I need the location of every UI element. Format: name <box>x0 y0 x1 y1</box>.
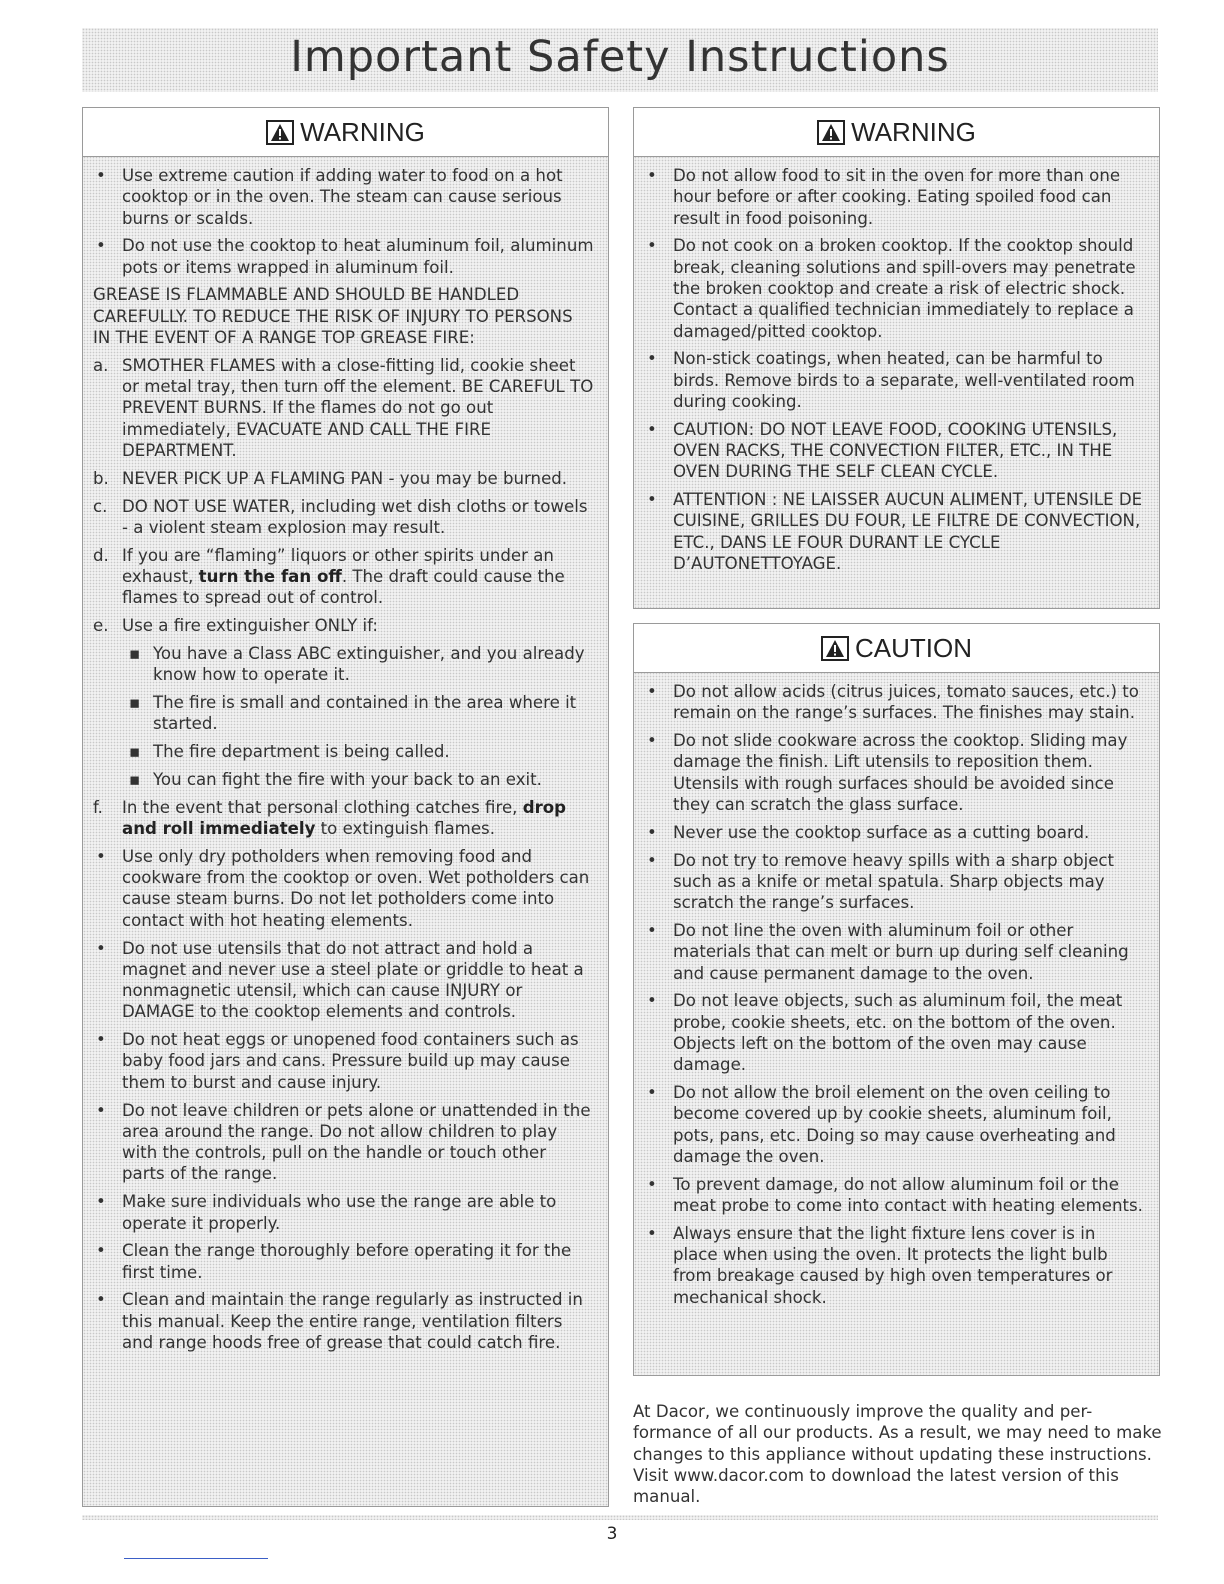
item-text: Do not cook on a broken cooktop. If the cooktop should break, cleaning solutions and spill-overs may penetrate the broken cooktop and create a risk of electric shock. Contact a qualified technician immediately to replace a damaged/pitted cooktop. <box>673 236 1136 341</box>
item-text: Use a fire extinguisher ONLY if: <box>122 616 378 636</box>
extinguisher-condition-item <box>93 643 594 686</box>
left-warning-heading: WARNING <box>300 116 425 147</box>
step-letter: f. <box>93 797 103 817</box>
warning-bullet-item <box>93 1191 594 1234</box>
step-letter: e. <box>93 616 109 636</box>
fire-step-item <box>93 496 594 539</box>
caution-bullet-item <box>644 920 1145 984</box>
bullet-marker: • <box>647 850 657 870</box>
fire-step-item <box>93 545 594 609</box>
square-bullet-marker: ▪ <box>129 742 141 762</box>
item-text: Do not use the cooktop to heat aluminum foil, aluminum pots or items wrapped in aluminum foil. <box>122 236 594 277</box>
fire-step-item <box>93 615 594 636</box>
item-text: NEVER PICK UP A FLAMING PAN - you may be burned. <box>122 468 568 488</box>
item-text: Use only dry potholders when removing food and cookware from the cooktop or oven. Wet potholders can cause steam burns. Do not let potholders come into contact with hot heating elements. <box>122 846 590 930</box>
warning-bullet-item <box>93 1029 594 1093</box>
footer-divider <box>82 1515 1158 1520</box>
warning-bullet-item <box>644 348 1145 412</box>
item-text: To prevent damage, do not allow aluminum foil or the meat probe to come into contact with heating elements. <box>673 1174 1143 1216</box>
item-text: Clean and maintain the range regularly as instructed in this manual. Keep the entire range, ventilation filters and range hoods free of grease that could catch fire. <box>122 1290 583 1353</box>
item-text: SMOTHER FLAMES with a close-fitting lid, cookie sheet or metal tray, then turn off the element. BE CAREFUL TO PREVENT BURNS. If the flames do not go out immediately, EVACUATE AND CALL THE FIRE DEPARTMENT. <box>122 355 594 461</box>
warning-bullet-item <box>93 235 594 278</box>
bullet-marker: • <box>647 731 657 751</box>
caution-bullet-item <box>644 1174 1145 1217</box>
warning-triangle-icon <box>266 120 294 145</box>
bullet-marker: • <box>96 1241 106 1261</box>
warning-bullet-item <box>93 1100 594 1185</box>
step-letter: c. <box>93 496 108 516</box>
extinguisher-condition-item <box>93 741 594 762</box>
bullet-marker: • <box>647 991 657 1011</box>
warning-bullet-item <box>644 235 1145 341</box>
bullet-marker: • <box>96 1100 106 1120</box>
bullet-marker: • <box>647 1223 657 1243</box>
bullet-marker: • <box>647 166 657 185</box>
bullet-marker: • <box>96 1192 106 1212</box>
left-warning-panel <box>82 107 609 1507</box>
left-warning-header <box>83 108 608 157</box>
square-bullet-marker: ▪ <box>129 693 141 713</box>
item-text: In the event that personal clothing catches fire, <box>122 797 523 817</box>
item-text: Do not use utensils that do not attract and hold a magnet and never use a steel plate or griddle to heat a nonmagnetic utensil, which can cause INJURY or DAMAGE to the cooktop elements and controls. <box>122 938 584 1022</box>
item-text: You can fight the fire with your back to an exit. <box>153 769 542 789</box>
bullet-marker: • <box>647 419 657 439</box>
item-text: Do not allow the broil element on the oven ceiling to become covered up by cookie sheets, aluminum foil, pots, pans, etc. Doing so may cause overheating and damage the oven. <box>673 1083 1116 1166</box>
item-text: Make sure individuals who use the range are able to operate it properly. <box>122 1192 557 1233</box>
bullet-marker: • <box>647 682 657 701</box>
item-text: Do not try to remove heavy spills with a sharp object such as a knife or metal spatula. Sharp objects may scratch the range’s surfaces. <box>673 850 1115 913</box>
caution-bullet-item <box>644 681 1145 724</box>
item-text: . The draft could cause the flames to spread out of control. <box>122 567 565 608</box>
item-text: The fire department is being called. <box>153 742 450 762</box>
fire-step-item <box>93 797 594 840</box>
bullet-marker: • <box>647 1174 657 1194</box>
warning-bullet-item <box>93 1240 594 1283</box>
page-title: Important Safety Instructions <box>290 32 950 82</box>
bullet-marker: • <box>96 166 106 185</box>
step-letter: a. <box>93 355 109 375</box>
item-text: Do not line the oven with aluminum foil or other materials that can melt or burn up during self cleaning and cause permanent damage to the oven. <box>673 920 1129 983</box>
footer-note: At Dacor, we continuously improve the quality and per-formance of all our products. As a result, we may need to make changes to this appliance without updating these instructions. Visit www.dacor.com to download the latest version of this manual. <box>633 1402 1162 1507</box>
item-text: CAUTION: DO NOT LEAVE FOOD, COOKING UTENSILS, OVEN RACKS, THE CONVECTION FILTER, ETC., IN THE OVEN DURING THE SELF CLEAN CYCLE. <box>673 419 1118 482</box>
left-warning-list <box>83 157 608 1353</box>
item-text: Use extreme caution if adding water to food on a hot cooktop or in the oven. The steam can cause serious burns or scalds. <box>122 166 563 228</box>
bullet-marker: • <box>96 846 106 866</box>
warning-bullet-item <box>644 419 1145 483</box>
extinguisher-condition-item <box>93 769 594 790</box>
item-text: Do not heat eggs or unopened food containers such as baby food jars and cans. Pressure build up may cause them to burst and cause injury. <box>122 1030 579 1092</box>
item-text: DO NOT USE WATER, including wet dish cloths or towels - a violent steam explosion may result. <box>122 496 588 537</box>
caution-bullet-item <box>644 850 1145 914</box>
title-banner <box>82 28 1158 92</box>
item-text: If you are “flaming” liquors or other spirits under an exhaust, <box>122 545 554 587</box>
square-bullet-marker: ▪ <box>129 769 141 789</box>
item-text: Never use the cooktop surface as a cutting board. <box>673 822 1090 842</box>
fire-step-item <box>93 355 594 461</box>
bullet-marker: • <box>647 236 657 256</box>
caution-heading: CAUTION <box>855 632 972 663</box>
item-text: ATTENTION : NE LAISSER AUCUN ALIMENT, UTENSILE DE CUISINE, GRILLES DU FOUR, LE FILTRE DE CONVECTION, ETC., DANS LE FOUR DURANT LE CYCLE D’AUTONETTOYAGE. <box>673 490 1143 574</box>
emphasized-text: turn the fan off <box>198 567 342 587</box>
grease-fire-paragraph: GREASE IS FLAMMABLE AND SHOULD BE HANDLED CAREFULLY. TO REDUCE THE RISK OF INJURY TO PERSONS IN THE EVENT OF A RANGE TOP GREASE FIRE: <box>93 285 573 348</box>
right-warning-list <box>634 157 1159 574</box>
step-letter: d. <box>93 545 109 565</box>
page-number: 3 <box>606 1524 618 1544</box>
bullet-marker: • <box>647 349 657 369</box>
warning-bullet-item <box>644 165 1145 229</box>
fire-step-item <box>93 468 594 489</box>
caution-header <box>634 624 1159 673</box>
bullet-marker: • <box>647 822 657 842</box>
bullet-marker: • <box>647 1083 657 1103</box>
item-text: Do not slide cookware across the cooktop. Sliding may damage the finish. Lift utensils to reposition them. Utensils with rough surfaces should be avoided since they can scratch the glass surface. <box>673 731 1128 814</box>
extinguisher-condition-item <box>93 692 594 735</box>
step-letter: b. <box>93 468 109 488</box>
square-bullet-marker: ▪ <box>129 643 141 663</box>
caution-triangle-icon <box>821 636 849 661</box>
bullet-marker: • <box>96 1290 106 1310</box>
item-text: Do not allow food to sit in the oven for more than one hour before or after cooking. Eating spoiled food can result in food poisoning. <box>673 166 1121 228</box>
warning-bullet-item <box>93 846 594 931</box>
warning-bullet-item <box>93 165 594 229</box>
bullet-marker: • <box>96 938 106 958</box>
caution-bullet-item <box>644 1223 1145 1308</box>
caution-bullet-item <box>644 730 1145 815</box>
warning-bullet-item <box>644 489 1145 574</box>
item-text: Do not leave children or pets alone or unattended in the area around the range. Do not allow children to play with the controls, pull on the handle or touch other parts of the range. <box>122 1100 591 1184</box>
bullet-marker: • <box>96 1030 106 1050</box>
item-text: Always ensure that the light fixture lens cover is in place when using the oven. It protects the light bulb from breakage caused by high oven temperatures or mechanical shock. <box>673 1223 1113 1307</box>
item-text: Non-stick coatings, when heated, can be harmful to birds. Remove birds to a separate, well-ventilated room during cooking. <box>673 349 1135 411</box>
item-text: to extinguish flames. <box>315 819 495 839</box>
item-text: Clean the range thoroughly before operating it for the first time. <box>122 1241 572 1282</box>
bullet-marker: • <box>647 490 657 510</box>
warning-bullet-item <box>93 938 594 1023</box>
item-text: Do not leave objects, such as aluminum foil, the meat probe, cookie sheets, etc. on the bottom of the oven. Objects left on the bottom of the oven may cause damage. <box>673 991 1123 1075</box>
caution-bullet-item <box>644 1082 1145 1167</box>
caution-list <box>634 673 1159 1308</box>
bullet-marker: • <box>96 236 106 256</box>
emphasized-text: drop and roll immediately <box>122 797 567 839</box>
caution-panel <box>633 623 1160 1376</box>
caution-bullet-item <box>644 822 1145 843</box>
right-warning-header <box>634 108 1159 157</box>
decorative-blue-line <box>124 1558 268 1559</box>
item-text: The fire is small and contained in the area where it started. <box>153 693 577 734</box>
warning-bullet-item <box>93 1289 594 1353</box>
bullet-marker: • <box>647 920 657 940</box>
item-text: You have a Class ABC extinguisher, and you already know how to operate it. <box>153 643 585 685</box>
warning-triangle-icon <box>817 120 845 145</box>
right-warning-heading: WARNING <box>851 116 976 147</box>
right-warning-panel <box>633 107 1160 609</box>
item-text: Do not allow acids (citrus juices, tomato sauces, etc.) to remain on the range’s surfaces. The finishes may stain. <box>673 682 1139 723</box>
caution-bullet-item <box>644 990 1145 1075</box>
